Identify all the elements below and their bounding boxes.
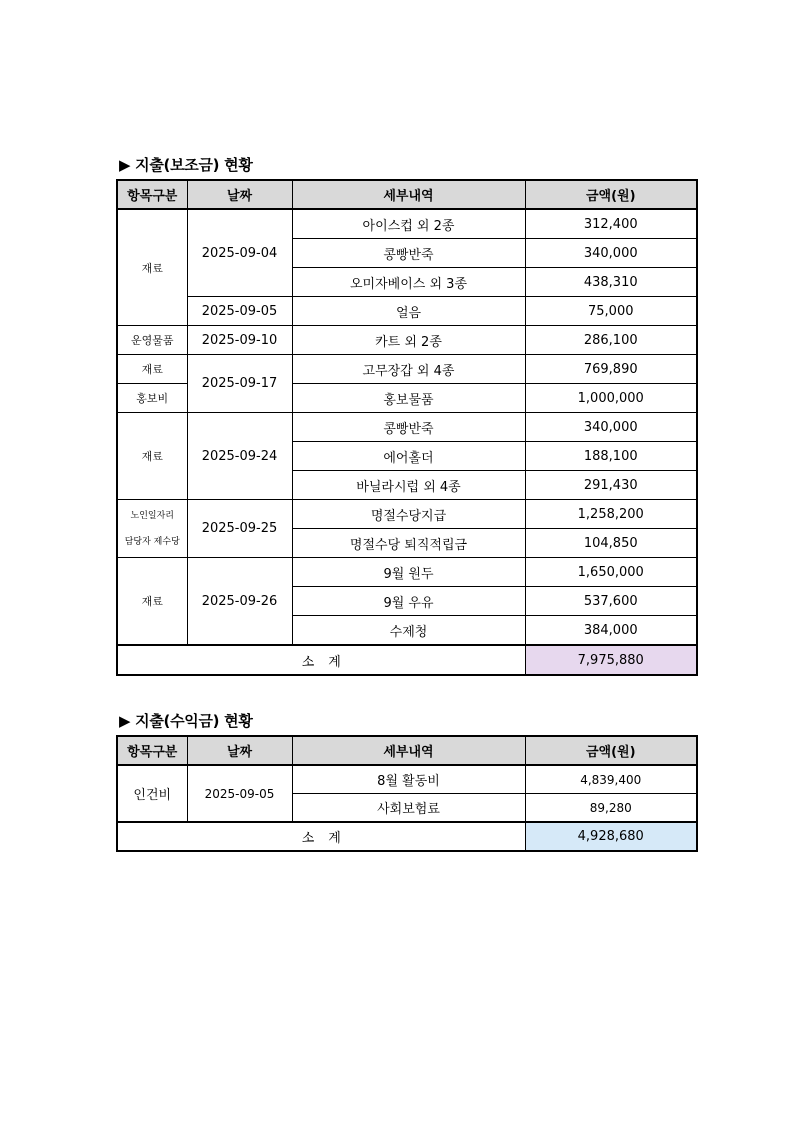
amount-cell: 1,650,000 (525, 558, 697, 587)
category-cell: 재료 (117, 209, 187, 326)
detail-cell: 콩빵반죽 (292, 413, 525, 442)
subtotal-amount: 4,928,680 (525, 822, 697, 851)
subtotal-label: 소계 (117, 645, 525, 675)
amount-cell: 438,310 (525, 268, 697, 297)
category-cell: 홍보비 (117, 384, 187, 413)
section-title-revenue: ▶ 지출(수익금) 현황 (119, 712, 253, 730)
date-cell: 2025-09-26 (187, 558, 292, 646)
table-row (117, 558, 697, 587)
subtotal-row (117, 645, 697, 675)
amount-cell: 291,430 (525, 471, 697, 500)
revenue-expense-table (116, 735, 698, 852)
amount-cell: 340,000 (525, 239, 697, 268)
header-detail: 세부내역 (292, 736, 525, 765)
detail-cell: 9월 우유 (292, 587, 525, 616)
header-category: 항목구분 (117, 736, 187, 765)
table-row (117, 500, 697, 529)
amount-cell: 312,400 (525, 209, 697, 239)
header-date: 날짜 (187, 736, 292, 765)
category-line: 담당자 제수당 (124, 536, 180, 547)
category-cell (117, 500, 187, 558)
amount-cell: 75,000 (525, 297, 697, 326)
table-row (117, 413, 697, 442)
detail-cell: 사회보험료 (292, 794, 525, 823)
detail-cell: 명절수당지급 (292, 500, 525, 529)
table-row (117, 765, 697, 794)
detail-cell: 카트 외 2종 (292, 326, 525, 355)
category-line: 노인일자리 (130, 510, 174, 521)
amount-cell: 384,000 (525, 616, 697, 646)
subtotal-amount: 7,975,880 (525, 645, 697, 675)
detail-cell: 홍보물품 (292, 384, 525, 413)
date-cell: 2025-09-17 (187, 355, 292, 413)
detail-cell: 명절수당 퇴직적립금 (292, 529, 525, 558)
subsidy-expense-table (116, 179, 698, 676)
amount-cell: 104,850 (525, 529, 697, 558)
amount-cell: 4,839,400 (525, 765, 697, 794)
date-cell: 2025-09-24 (187, 413, 292, 500)
table-row (117, 209, 697, 239)
date-cell: 2025-09-05 (187, 297, 292, 326)
category-cell: 인건비 (117, 765, 187, 822)
table-row (117, 326, 697, 355)
date-cell: 2025-09-04 (187, 209, 292, 297)
detail-cell: 에어홀더 (292, 442, 525, 471)
date-cell: 2025-09-05 (187, 765, 292, 822)
header-amount: 금액(원) (525, 736, 697, 765)
amount-cell: 1,000,000 (525, 384, 697, 413)
amount-cell: 89,280 (525, 794, 697, 823)
table-header-row (117, 180, 697, 209)
amount-cell: 1,258,200 (525, 500, 697, 529)
subtotal-row (117, 822, 697, 851)
header-detail: 세부내역 (292, 180, 525, 209)
table-header-row (117, 736, 697, 765)
subtotal-label: 소계 (117, 822, 525, 851)
detail-cell: 바닐라시럽 외 4종 (292, 471, 525, 500)
detail-cell: 고무장갑 외 4종 (292, 355, 525, 384)
section-title-subsidy: ▶ 지출(보조금) 현황 (119, 156, 253, 174)
category-cell: 재료 (117, 413, 187, 500)
date-cell: 2025-09-10 (187, 326, 292, 355)
category-cell: 재료 (117, 355, 187, 384)
date-cell: 2025-09-25 (187, 500, 292, 558)
header-amount: 금액(원) (525, 180, 697, 209)
detail-cell: 수제청 (292, 616, 525, 646)
table-row (117, 297, 697, 326)
amount-cell: 340,000 (525, 413, 697, 442)
header-date: 날짜 (187, 180, 292, 209)
amount-cell: 769,890 (525, 355, 697, 384)
header-category: 항목구분 (117, 180, 187, 209)
detail-cell: 8월 활동비 (292, 765, 525, 794)
amount-cell: 537,600 (525, 587, 697, 616)
table-row (117, 355, 697, 384)
detail-cell: 얼음 (292, 297, 525, 326)
detail-cell: 아이스컵 외 2종 (292, 209, 525, 239)
category-cell: 운영물품 (117, 326, 187, 355)
detail-cell: 9월 원두 (292, 558, 525, 587)
category-cell: 재료 (117, 558, 187, 646)
amount-cell: 188,100 (525, 442, 697, 471)
detail-cell: 오미자베이스 외 3종 (292, 268, 525, 297)
amount-cell: 286,100 (525, 326, 697, 355)
detail-cell: 콩빵반죽 (292, 239, 525, 268)
